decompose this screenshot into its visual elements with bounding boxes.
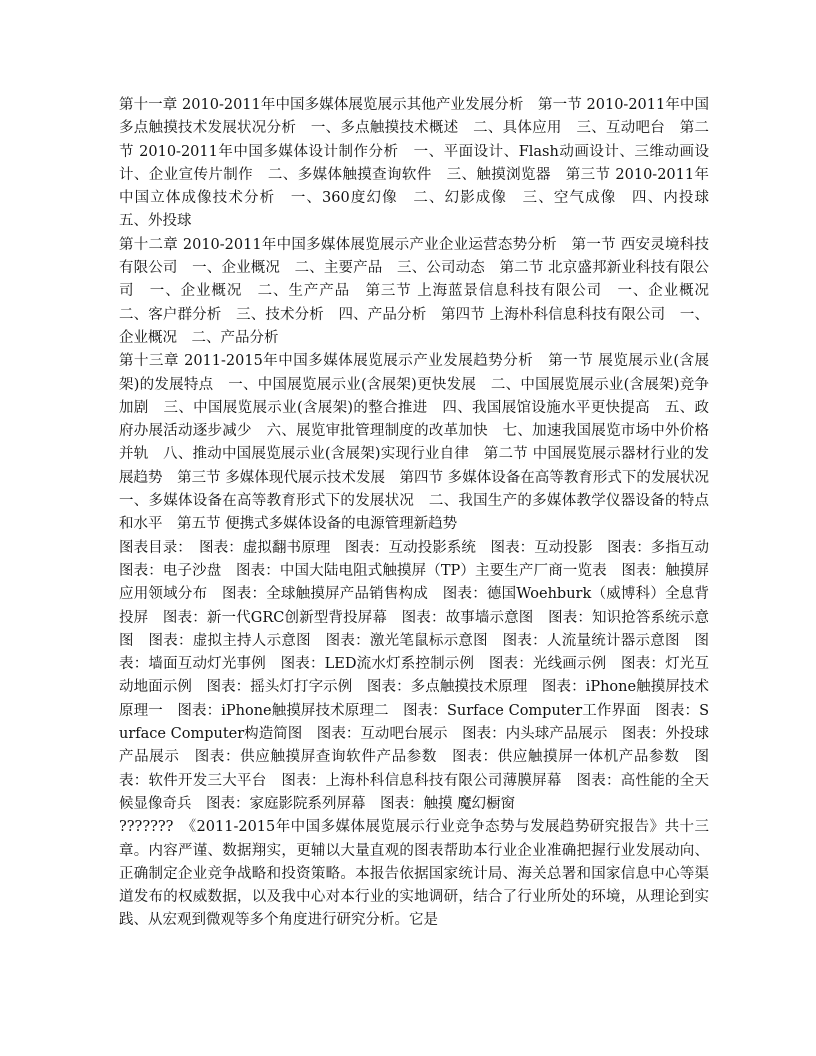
chapter-12-paragraph: 第十二章 2010-2011年中国多媒体展览展示产业企业运营态势分析 第一节 西安灵境科技有限公司 一、企业概况 二、主要产品 三、公司动态 第二节 北京盛邦新业科技有限公司 一、企业概况 二、生产产品 第三节 上海蓝景信息科技有限公司 一、企业概况 二、客户群分析 三、技术分析 四、产品分析 第四节 上海朴科信息科技有限公司 一、企业概况 二、产品分析 <box>119 236 724 346</box>
figure-index-paragraph: 图表目录： 图表：虚拟翻书原理 图表：互动投影系统 图表：互动投影 图表：多指互动 图表：电子沙盘 图表：中国大陆电阻式触摸屏（TP）主要生产厂商一览表 图表：触摸屏应用领域分布 图表：全球触摸屏产品销售构成 图表：德国Woehburk（威博科）全息背投屏 图表：新一代GRC创新型背投屏幕 图表：故事墙示意图 图表：知识抢答系统示意图 图表：虚拟主持人示意图 图表：激光笔鼠标示意图 图表：人流量统计器示意图 图表：墙面互动灯光事例 图表：LED流水灯系控制示例 图表：光线画示例 图表：灯光互动地面示例 图表：摇头灯打字示例 图表：多点触摸技术原理 图表：iPhone触摸屏技术原理一 图表：iPhone触摸屏技术原理二 图表：Surface Computer工作界面 图表：Surface Computer构造简图 图表：互动吧台展示 图表：内头球产品展示 图表：外投球产品展示 图表：供应触摸屏查询软件产品参数 图表：供应触摸屏一体机产品参数 图表：软件开发三大平台 图表：上海朴科信息科技有限公司薄膜屏幕 图表：高性能的全天候显像奇兵 图表：家庭影院系列屏幕 图表：触摸 魔幻橱窗 <box>119 539 724 812</box>
chapter-11-paragraph: 第十一章 2010-2011年中国多媒体展览展示其他产业发展分析 第一节 2010-2011年中国多点触摸技术发展状况分析 一、多点触摸技术概述 二、具体应用 三、互动吧台 第二节 2010-2011年中国多媒体设计制作分析 一、平面设计、Flash动画设计、三维动画设计、企业宣传片制作 二、多媒体触摸查询软件 三、触摸浏览器 第三节 2010-2011年中国立体成像技术分析 一、360度幻像 二、幻影成像 三、空气成像 四、内投球 五、外投球 <box>119 97 724 230</box>
report-intro-paragraph: ??????? 《2011-2015年中国多媒体展览展示行业竞争态势与发展趋势研究报告》共十三章。内容严谨、数据翔实，更辅以大量直观的图表帮助本行业企业准确把握行业发展动向、正确制定企业竞争战略和投资策略。本报告依据国家统计局、海关总署和国家信息中心等渠道发布的权威数据，以及我中心对本行业的实地调研，结合了行业所处的环境，从理论到实践、从宏观到微观等多个角度进行研究分析。它是 <box>119 819 709 929</box>
document-page <box>119 94 724 933</box>
chapter-13-paragraph: 第十三章 2011-2015年中国多媒体展览展示产业发展趋势分析 第一节 展览展示业(含展架)的发展特点 一、中国展览展示业(含展架)更快发展 二、中国展览展示业(含展架)竞争加剧 三、中国展览展示业(含展架)的整合推进 四、我国展馆设施水平更快提高 五、政府办展活动逐步减少 六、展览审批管理制度的改革加快 七、加速我国展览市场中外价格并轨 八、推动中国展览展示业(含展架)实现行业自律 第二节 中国展览展示器材行业的发展趋势 第三节 多媒体现代展示技术发展 第四节 多媒体设备在高等教育形式下的发展状况 一、多媒体设备在高等教育形式下的发展状况 二、我国生产的多媒体教学仪器设备的特点和水平 第五节 便携式多媒体设备的电源管理新趋势 <box>119 353 724 533</box>
